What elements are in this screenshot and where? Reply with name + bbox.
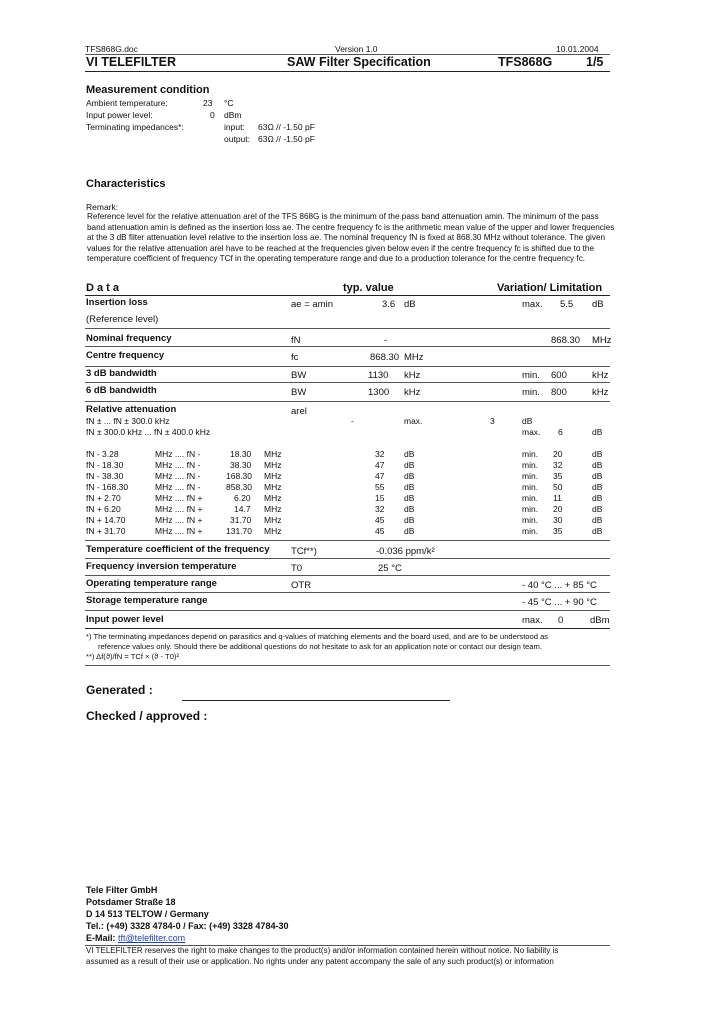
table-col-var: Variation/ Limitation <box>497 282 603 294</box>
meas-unit: dBm <box>224 110 242 120</box>
characteristics-heading: Characteristics <box>86 178 166 190</box>
stop-v: 32 <box>553 460 563 470</box>
relatt-pass2-range: fN ± 300.0 kHz ... fN ± 400.0 kHz <box>86 427 211 437</box>
table-rule-bottom <box>85 628 610 629</box>
row-operating-temperature-range: Operating temperature range <box>86 578 217 589</box>
row-typ-unit: dB <box>404 299 416 310</box>
meas-unit: °C <box>224 98 234 108</box>
stop-b: MHz .... fN - <box>155 482 201 492</box>
meas-value: 0 <box>210 110 215 120</box>
stop-typ: 32 <box>375 449 385 459</box>
footnote-3: **) Δf(ϑ)/fN = TCf × (ϑ - T0)² <box>86 652 179 661</box>
stop-typ: 55 <box>375 482 385 492</box>
stop-typ-unit: dB <box>404 493 415 503</box>
row-typ-unit: kHz <box>404 387 421 398</box>
row-lim-u: dB <box>592 299 604 310</box>
rule <box>85 610 610 611</box>
relatt-pass1-v: 3 <box>490 416 495 426</box>
header-company: VI TELEFILTER <box>86 55 177 69</box>
header-part: TFS868G <box>498 55 553 69</box>
row-lim-q: min. <box>522 387 540 398</box>
stop-q: min. <box>522 449 539 459</box>
rule <box>85 382 610 383</box>
row-storage-temperature-range: Storage temperature range <box>86 595 208 606</box>
stop-u: dB <box>592 493 603 503</box>
relatt-pass2-u: dB <box>592 427 603 437</box>
row-sym: OTR <box>291 580 312 591</box>
header-title: SAW Filter Specification <box>287 55 431 69</box>
row-insertion-loss: Insertion loss <box>86 297 148 308</box>
rule <box>85 665 610 666</box>
footer-company: Tele Filter GmbH <box>86 885 158 895</box>
footer-city: D 14 513 TELTOW / Germany <box>86 909 209 919</box>
row-lim-u: kHz <box>592 370 609 381</box>
footer-email-label: E-Mail: <box>86 933 119 943</box>
remark-line: at the 3 dB filter attenuation level relative to the insertion loss ae. The nominal frequency fN is fixed at 868.30 MHz without tolerance. The given <box>87 233 606 242</box>
header-file: TFS868G.doc <box>85 44 138 54</box>
row-typ: - <box>384 335 388 346</box>
stop-a: fN + 6.20 <box>86 504 121 514</box>
row-lim: - 45 °C ... + 90 °C <box>522 597 597 608</box>
stop-a: fN - 38.30 <box>86 471 124 481</box>
stop-u: dB <box>592 515 603 525</box>
stop-d: MHz <box>264 526 282 536</box>
row-reference-level: (Reference level) <box>86 314 159 325</box>
stop-v: 50 <box>553 482 563 492</box>
stop-a: fN - 18.30 <box>86 460 124 470</box>
footer-phone: Tel.: (+49) 3328 4784-0 / Fax: (+49) 3328 4784-30 <box>86 921 289 931</box>
meas-label: Input power level: <box>86 110 153 120</box>
stop-u: dB <box>592 449 603 459</box>
row-sym: fN <box>291 335 301 346</box>
stop-typ-unit: dB <box>404 471 415 481</box>
row-lim-v: 868.30 <box>551 335 581 346</box>
rule <box>85 401 610 402</box>
row-sym: fc <box>291 352 299 363</box>
stop-a: fN + 14.70 <box>86 515 126 525</box>
stop-typ: 32 <box>375 504 385 514</box>
table-col-typ: typ. value <box>343 282 394 294</box>
remark-line: Reference level for the relative attenuation arel of the TFS 868G is the minimum of the pass band attenuation amin. The minimum of the pass <box>87 212 599 221</box>
stop-b: MHz .... fN - <box>155 460 201 470</box>
rule <box>85 366 610 367</box>
stop-typ-unit: dB <box>404 504 415 514</box>
footer-disclaimer-1: VI TELEFILTER reserves the right to make changes to the product(s) and/or information contained herein without notice. No liability is <box>86 946 559 955</box>
row-sym: TCf**) <box>291 546 317 557</box>
stop-c: 14.7 <box>234 504 251 514</box>
row-3db-bandwidth: 3 dB bandwidth <box>86 368 157 379</box>
stop-q: min. <box>522 504 539 514</box>
row-lim-q: max. <box>522 615 543 626</box>
stop-typ-unit: dB <box>404 526 415 536</box>
stop-u: dB <box>592 482 603 492</box>
remark-paragraph <box>87 212 637 265</box>
measurement-heading: Measurement condition <box>86 84 210 96</box>
relatt-pass2-v: 6 <box>558 427 563 437</box>
stop-c: 131.70 <box>226 526 252 536</box>
row-6db-bandwidth: 6 dB bandwidth <box>86 385 157 396</box>
stop-d: MHz <box>264 493 282 503</box>
row-lim: - 40 °C ... + 85 °C <box>522 580 597 591</box>
stop-d: MHz <box>264 482 282 492</box>
row-lim-u: dBm <box>590 615 610 626</box>
footer-email-row <box>86 933 185 943</box>
relatt-pass1-q: max. <box>404 416 423 426</box>
stop-typ: 45 <box>375 515 385 525</box>
stop-q: min. <box>522 482 539 492</box>
row-lim-v: 600 <box>551 370 567 381</box>
remark-line: band attenuation amin is defined as the insertion loss ae. The centre frequency fc is the arithmetic mean value of the upper and lower frequencies <box>87 222 615 232</box>
stop-typ: 15 <box>375 493 385 503</box>
stop-typ-unit: dB <box>404 482 415 492</box>
stop-u: dB <box>592 504 603 514</box>
stop-v: 20 <box>553 449 563 459</box>
row-typ: 868.30 <box>370 352 400 363</box>
row-lim-u: kHz <box>592 387 609 398</box>
footnote-2: reference values only. Should there be additional questions do not hesitate to ask for an application note or contact our design team. <box>98 642 542 651</box>
stop-typ-unit: dB <box>404 460 415 470</box>
stop-c: 6.20 <box>234 493 251 503</box>
meas-value: 23 <box>203 98 213 108</box>
footer-street: Potsdamer Straße 18 <box>86 897 176 907</box>
table-rule-header <box>85 295 610 296</box>
stop-u: dB <box>592 460 603 470</box>
row-frequency-inversion-temperature: Frequency inversion temperature <box>86 561 237 572</box>
footer-disclaimer-2: assumed as a result of their use or application. No rights under any patent accompany the sale of any such product(s) or information <box>86 957 554 966</box>
rule <box>85 328 610 329</box>
stop-q: min. <box>522 493 539 503</box>
stop-a: fN - 168.30 <box>86 482 129 492</box>
row-sym: ae = amin <box>291 299 333 310</box>
row-lim-v: 0 <box>558 615 564 626</box>
stop-v: 30 <box>553 515 563 525</box>
rule <box>85 558 610 559</box>
footnote-1: *) The terminating impedances depend on parasitics and q-values of matching elements and the board used, and are to be understood as <box>86 632 549 641</box>
generated-label: Generated : <box>86 683 153 697</box>
meas-value: input: <box>224 122 245 132</box>
row-input-power-level: Input power level <box>86 614 164 625</box>
rule <box>85 540 610 541</box>
stop-typ: 47 <box>375 460 385 470</box>
stop-v: 35 <box>553 526 563 536</box>
stop-u: dB <box>592 526 603 536</box>
stop-d: MHz <box>264 515 282 525</box>
stop-c: 858.30 <box>226 482 252 492</box>
relatt-pass2-q: max. <box>522 427 541 437</box>
row-typ: 1300 <box>368 387 390 398</box>
meas-unit: 63Ω // -1.50 pF <box>258 122 315 132</box>
stop-q: min. <box>522 460 539 470</box>
remark-label: Remark: <box>86 202 119 212</box>
generated-signature-line <box>182 700 450 701</box>
row-lim-v: 5.5 <box>560 299 574 310</box>
row-relative-attenuation: Relative attenuation <box>86 404 177 415</box>
relatt-pass1-range: fN ± ... fN ± 300.0 kHz <box>86 416 170 426</box>
row-typ: 25 °C <box>378 563 402 574</box>
header-date: 10.01.2004 <box>556 44 599 54</box>
meas-label: Terminating impedances*: <box>86 122 184 132</box>
remark-line: values for the relative attenuation arel have to be reached at the frequencies given below even if the centre frequency fc is shifted due to the <box>87 243 595 253</box>
row-typ: 3.6 <box>382 299 396 310</box>
row-nominal-frequency: Nominal frequency <box>86 333 172 344</box>
row-typ: 1130 <box>368 370 389 381</box>
footer-email-link[interactable]: tft@telefilter.com <box>118 933 186 943</box>
stop-c: 18.30 <box>230 449 252 459</box>
row-lim-v: 800 <box>551 387 567 398</box>
stop-b: MHz .... fN - <box>155 471 201 481</box>
stop-v: 11 <box>553 493 562 503</box>
stop-c: 38.30 <box>230 460 252 470</box>
row-lim-q: max. <box>522 299 543 310</box>
stop-c: 31.70 <box>230 515 252 525</box>
stop-d: MHz <box>264 449 282 459</box>
stop-b: MHz .... fN + <box>155 504 203 514</box>
stop-q: min. <box>522 471 539 481</box>
rule <box>85 346 610 347</box>
row-lim-q: min. <box>522 370 540 381</box>
stop-v: 20 <box>553 504 563 514</box>
stop-typ-unit: dB <box>404 515 415 525</box>
row-sym: BW <box>291 387 307 398</box>
header-page: 1/5 <box>586 55 604 69</box>
header-version: Version 1.0 <box>335 44 378 54</box>
relatt-pass1-u: dB <box>522 416 533 426</box>
row-typ: -0.036 ppm/k² <box>376 546 435 557</box>
meas-label: Ambient temperature: <box>86 98 168 108</box>
row-typ-unit: kHz <box>404 370 421 381</box>
stop-d: MHz <box>264 471 282 481</box>
row-temperature-coefficient: Temperature coefficient of the frequency <box>86 544 270 555</box>
row-centre-frequency: Centre frequency <box>86 350 165 361</box>
stop-typ-unit: dB <box>404 449 415 459</box>
stop-q: min. <box>522 515 539 525</box>
stop-d: MHz <box>264 504 282 514</box>
stop-a: fN + 31.70 <box>86 526 126 536</box>
stop-b: MHz .... fN + <box>155 526 203 536</box>
stop-v: 35 <box>553 471 563 481</box>
table-col-data: D a t a <box>86 282 120 294</box>
stop-d: MHz <box>264 460 282 470</box>
stop-c: 168.30 <box>226 471 252 481</box>
row-sym: T0 <box>291 563 303 574</box>
row-lim-u: MHz <box>592 335 612 346</box>
stop-b: MHz .... fN - <box>155 449 201 459</box>
stop-a: fN - 3.28 <box>86 449 119 459</box>
row-sym: BW <box>291 370 307 381</box>
header-rule-bottom <box>85 71 610 72</box>
stop-u: dB <box>592 471 603 481</box>
relatt-pass1-typ: - <box>351 416 354 426</box>
rule <box>85 592 610 593</box>
meas-value: output: <box>224 134 250 144</box>
row-typ-unit: MHz <box>404 352 424 363</box>
meas-unit: 63Ω // -1.50 pF <box>258 134 315 144</box>
remark-line: temperature coefficient of frequency TCf in the operating temperature range and due to a production tolerance for the centre frequency fc. <box>87 254 586 263</box>
row-sym: arel <box>291 406 307 417</box>
stop-b: MHz .... fN + <box>155 493 203 503</box>
stop-typ: 47 <box>375 471 385 481</box>
stop-b: MHz .... fN + <box>155 515 203 525</box>
stop-q: min. <box>522 526 539 536</box>
checked-label: Checked / approved : <box>86 709 208 723</box>
stop-typ: 45 <box>375 526 385 536</box>
rule <box>85 575 610 576</box>
stop-a: fN + 2.70 <box>86 493 121 503</box>
